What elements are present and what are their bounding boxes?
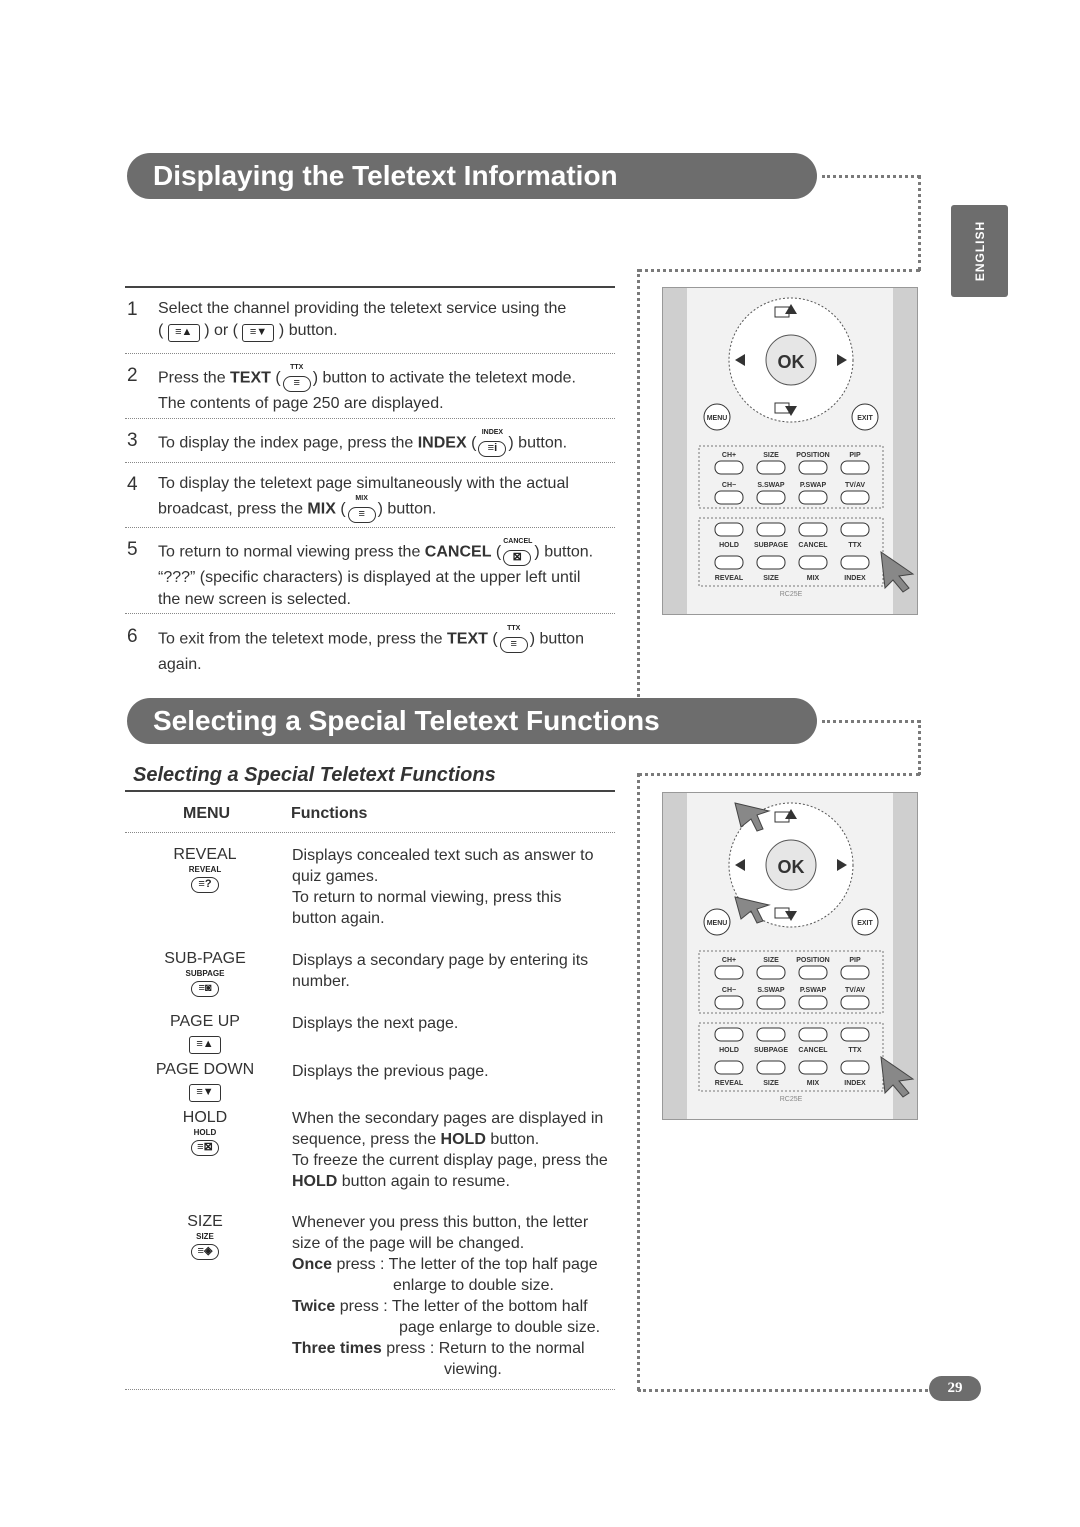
exit-label: EXIT: [857, 415, 873, 422]
divider: [637, 269, 640, 697]
ttx-icon: TTX ≡: [500, 625, 528, 654]
page-down-description: Displays the previous page.: [292, 1063, 489, 1080]
ttx-icon: TTX ≡: [283, 364, 311, 393]
step-fragment: (: [491, 543, 502, 561]
svg-text:CH−: CH−: [721, 987, 737, 994]
divider: [638, 773, 920, 776]
step-fragment: ) button.: [508, 434, 568, 452]
page-up-icon: ≡▲: [168, 324, 200, 342]
svg-text:MIX: MIX: [806, 575, 820, 582]
menu-label: MENU: [706, 415, 728, 422]
step-line: again.: [158, 656, 202, 673]
svg-text:P.SWAP: P.SWAP: [799, 987, 827, 994]
menu-page-down: PAGE DOWN: [155, 1061, 255, 1078]
menu-size: SIZE: [187, 1213, 223, 1230]
step-number: 3: [127, 430, 138, 451]
step-fragment: ) button.: [534, 543, 594, 561]
svg-text:PIP: PIP: [849, 452, 861, 459]
menu-page-up: PAGE UP: [170, 1013, 240, 1030]
menu-label: MENU: [706, 920, 728, 927]
step-keyword: MIX: [307, 500, 336, 518]
remote-buttons: [663, 793, 919, 1121]
divider: [918, 175, 921, 271]
exit-label: EXIT: [857, 920, 873, 927]
step-number: 1: [127, 299, 138, 320]
divider: [822, 175, 920, 178]
step-4-text: [158, 473, 618, 524]
divider: [822, 720, 920, 723]
size-icon: SIZE ≡◈: [125, 1232, 285, 1260]
remote-illustration: [662, 287, 918, 615]
pointer-arrow-icon: [881, 552, 913, 592]
step-number: 2: [127, 365, 138, 386]
step-number: 6: [127, 626, 138, 647]
divider: [125, 286, 615, 288]
subpage-icon: SUBPAGE ≡◙: [125, 969, 285, 997]
svg-text:SIZE: SIZE: [763, 1080, 779, 1087]
remote-row4: [715, 1061, 869, 1087]
page-up-icon: ≡▲: [125, 1034, 285, 1054]
pointer-arrow-icon: [881, 1057, 913, 1097]
svg-text:CANCEL: CANCEL: [798, 542, 828, 549]
index-icon: INDEX ≡i: [478, 429, 506, 458]
svg-text:SIZE: SIZE: [763, 957, 779, 964]
remote-row2: [715, 482, 869, 504]
reveal-description: Displays concealed text such as answer to quiz games. To return to normal viewing, press this button again.: [292, 847, 594, 927]
divider: [638, 1389, 928, 1392]
page-number: 29: [929, 1376, 981, 1401]
page-up-description: Displays the next page.: [292, 1015, 459, 1032]
step-2-text: [158, 364, 618, 415]
col-functions-header: Functions: [291, 805, 368, 822]
svg-text:INDEX: INDEX: [844, 1080, 866, 1087]
divider: [125, 462, 615, 463]
svg-text:POSITION: POSITION: [796, 957, 830, 964]
remote-row1: [715, 452, 869, 474]
divider: [918, 720, 921, 775]
remote-model: RC25E: [779, 591, 803, 598]
step-line: To display the teletext page simultaneously with the actual: [158, 475, 569, 492]
remote-row3: [715, 523, 869, 549]
step-fragment: (: [335, 500, 346, 518]
hold-description: When the secondary pages are displayed in sequence, press the HOLD button. To freeze the current display page, press the HOLD button again to resume.: [292, 1110, 608, 1190]
divider: [637, 773, 640, 1391]
menu-reveal: REVEAL: [173, 846, 237, 863]
section1-title: Displaying the Teletext Information: [127, 153, 817, 199]
step-keyword: CANCEL: [424, 543, 492, 561]
remote-buttons: [663, 288, 919, 616]
divider: [638, 269, 920, 272]
svg-text:SUBPAGE: SUBPAGE: [753, 1047, 789, 1054]
step-fragment: (: [487, 630, 498, 648]
col-menu-header: MENU: [183, 805, 231, 822]
svg-text:PIP: PIP: [849, 957, 861, 964]
language-label: ENGLISH: [972, 220, 987, 282]
hold-icon: HOLD ≡⊠: [125, 1128, 285, 1156]
svg-text:CH+: CH+: [721, 957, 737, 964]
step-number: 5: [127, 539, 138, 560]
svg-text:HOLD: HOLD: [719, 1047, 739, 1054]
svg-text:S.SWAP: S.SWAP: [757, 987, 785, 994]
svg-text:SIZE: SIZE: [763, 575, 779, 582]
svg-text:CH+: CH+: [721, 452, 737, 459]
svg-text:CH−: CH−: [721, 482, 737, 489]
cancel-icon: CANCEL ⊠: [503, 538, 532, 567]
svg-text:TTX: TTX: [848, 1047, 862, 1054]
step-fragment: (: [466, 434, 477, 452]
reveal-icon: REVEAL ≡?: [125, 865, 285, 893]
divider: [125, 790, 615, 792]
svg-text:SUBPAGE: SUBPAGE: [753, 542, 789, 549]
step-line: the new screen is selected.: [158, 591, 351, 608]
divider: [125, 1389, 615, 1390]
divider: [125, 353, 615, 354]
step-fragment: (: [158, 322, 164, 339]
step-keyword: INDEX: [417, 434, 467, 452]
svg-text:TTX: TTX: [848, 542, 862, 549]
step-fragment: ) button.: [278, 322, 338, 339]
svg-text:REVEAL: REVEAL: [714, 1080, 744, 1087]
ok-button: OK: [777, 857, 805, 877]
step-1-text: [158, 298, 618, 342]
svg-text:S.SWAP: S.SWAP: [757, 482, 785, 489]
step-fragment: ) button to activate the teletext mode.: [312, 369, 576, 387]
step-line: “???” (specific characters) is displayed at the upper left until: [158, 569, 581, 586]
svg-text:MIX: MIX: [806, 1080, 820, 1087]
svg-text:SIZE: SIZE: [763, 452, 779, 459]
step-3-text: [158, 429, 618, 458]
remote-row3: [715, 1028, 869, 1054]
step-fragment: To return to normal viewing press the: [158, 543, 425, 561]
svg-text:CANCEL: CANCEL: [798, 1047, 828, 1054]
divider: [125, 613, 615, 614]
page-down-icon: ≡▼: [125, 1082, 285, 1102]
svg-text:TV/AV: TV/AV: [844, 987, 866, 994]
divider: [125, 527, 615, 528]
mix-icon: MIX ≡: [348, 495, 376, 524]
remote-row2: [715, 987, 869, 1009]
step-fragment: ) button.: [377, 500, 437, 518]
svg-text:POSITION: POSITION: [796, 452, 830, 459]
section2-subtitle: Selecting a Special Teletext Functions: [133, 764, 496, 786]
remote-model: RC25E: [779, 1096, 803, 1103]
step-line: The contents of page 250 are displayed.: [158, 395, 444, 412]
step-keyword: TEXT: [230, 369, 271, 387]
step-fragment: Press the: [158, 369, 231, 387]
step-fragment: To display the index page, press the: [158, 434, 418, 452]
step-fragment: broadcast, press the: [158, 500, 308, 518]
remote-row4: [715, 556, 869, 582]
divider: [125, 418, 615, 419]
step-6-text: [158, 625, 618, 676]
menu-hold: HOLD: [182, 1109, 228, 1126]
step-5-text: [158, 538, 618, 611]
language-tab: [951, 205, 1008, 297]
svg-text:INDEX: INDEX: [844, 575, 866, 582]
step-line: Select the channel providing the teletext service using the: [158, 300, 567, 317]
step-number: 4: [127, 474, 138, 495]
ok-button: OK: [777, 352, 805, 372]
section2-title: Selecting a Special Teletext Functions: [127, 698, 817, 744]
svg-text:TV/AV: TV/AV: [844, 482, 866, 489]
page-down-icon: ≡▼: [242, 324, 274, 342]
remote-row1: [715, 957, 869, 979]
step-fragment: (: [270, 369, 281, 387]
step-fragment: To exit from the teletext mode, press the: [158, 630, 448, 648]
svg-text:REVEAL: REVEAL: [714, 575, 744, 582]
menu-subpage: SUB-PAGE: [164, 950, 246, 967]
step-keyword: TEXT: [447, 630, 488, 648]
step-fragment: ) button: [529, 630, 584, 648]
size-description: Whenever you press this button, the letter size of the page will be changed. Once press : The letter of the top half page enlarge to double size. Twice press : The letter of the bottom half page enlarge to double size. Three times press : Return to the normal viewing.: [292, 1214, 601, 1378]
svg-text:HOLD: HOLD: [719, 542, 739, 549]
divider: [125, 832, 615, 833]
remote-illustration: [662, 792, 918, 1120]
subpage-description: Displays a secondary page by entering its number.: [292, 952, 589, 990]
step-fragment: ) or (: [204, 322, 239, 339]
svg-text:P.SWAP: P.SWAP: [799, 482, 827, 489]
